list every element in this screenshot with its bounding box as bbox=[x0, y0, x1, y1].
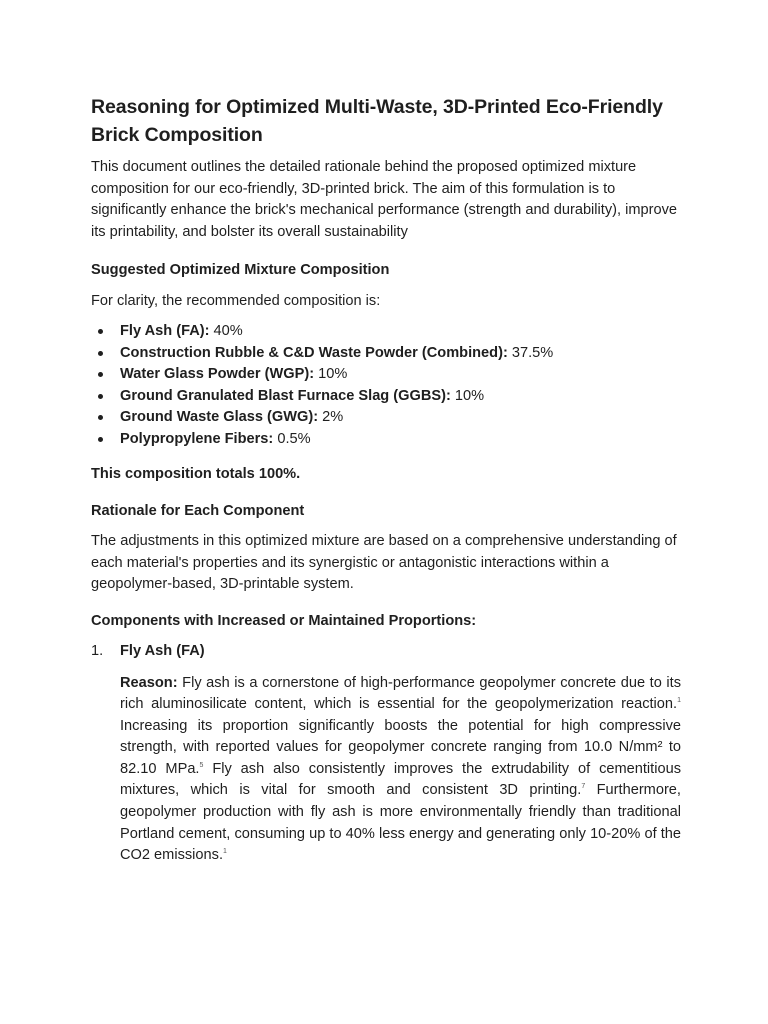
component-title: Fly Ash (FA) bbox=[120, 643, 205, 659]
composition-total: This composition totals 100%. bbox=[91, 466, 301, 482]
components-list bbox=[91, 641, 681, 867]
clarity-paragraph: For clarity, the recommended composition is: bbox=[91, 292, 381, 309]
rationale-heading: Rationale for Each Component bbox=[91, 502, 305, 519]
reason-text: Increasing its proportion significantly boosts the potential for high compressive strength, with reported values for geopolymer concrete ranging from 10.0 N/mm² to 82.10 MPa. bbox=[120, 717, 681, 777]
reason-text: Furthermore, geopolymer production with fly ash is more environmentally friendly than traditional Portland cement, consuming up to 40% less energy and generating only 10-20% of the CO2 emissions. bbox=[120, 782, 681, 864]
composition-value: 37.5% bbox=[511, 344, 554, 361]
composition-item bbox=[91, 364, 681, 386]
composition-value: 40% bbox=[213, 323, 243, 339]
composition-label: Fly Ash (FA): bbox=[120, 323, 210, 339]
bullet-dot bbox=[98, 372, 103, 377]
rationale-paragraph: The adjustments in this optimized mixture are based on a comprehensive understanding of each material's properties and its synergistic or antagonistic interactions within a geopolymer-based, 3D-printable system. bbox=[91, 533, 677, 592]
composition-value: 10% bbox=[318, 366, 348, 382]
composition-item bbox=[91, 321, 681, 343]
reason-label: Reason: bbox=[120, 674, 178, 691]
composition-label: Polypropylene Fibers: bbox=[120, 430, 274, 447]
reason-text: Fly ash also consistently improves the extrudability of cementitious mixtures, which is vital for smooth and consistent 3D printing. bbox=[120, 760, 681, 799]
reason-text: Fly ash is a cornerstone of high-performance geopolymer concrete due to its rich aluminosilicate content, which is essential for the geopolymerization reaction. bbox=[120, 674, 681, 713]
composition-list bbox=[91, 321, 681, 450]
citation-ref[interactable]: 1 bbox=[677, 697, 681, 705]
composition-item bbox=[91, 343, 681, 365]
component-item bbox=[91, 641, 681, 867]
composition-value: 0.5% bbox=[277, 430, 311, 447]
composition-label: Ground Waste Glass (GWG): bbox=[120, 409, 319, 425]
citation-ref[interactable]: 1 bbox=[223, 848, 227, 856]
composition-value: 2% bbox=[322, 409, 344, 425]
document-title: Reasoning for Optimized Multi-Waste, 3D-Printed Eco-Friendly Brick Composition bbox=[91, 96, 663, 146]
composition-label: Water Glass Powder (WGP): bbox=[120, 366, 315, 382]
composition-item bbox=[91, 407, 681, 429]
composition-label: Ground Granulated Blast Furnace Slag (GGBS): bbox=[120, 387, 451, 404]
citation-ref[interactable]: 5 bbox=[199, 761, 204, 769]
citation-ref[interactable]: 7 bbox=[581, 783, 586, 791]
bullet-dot bbox=[98, 329, 103, 334]
list-number: 1. bbox=[91, 643, 104, 659]
components-heading: Components with Increased or Maintained Proportions: bbox=[91, 612, 477, 629]
composition-label: Construction Rubble & C&D Waste Powder (Combined): bbox=[120, 344, 508, 361]
intro-paragraph: This document outlines the detailed rationale behind the proposed optimized mixture composition for our eco-friendly, 3D-printed brick. The aim of this formulation is to significantly enhance the brick's mechanical performance (strength and durability), improve its printability, and bolster its overall sustainability bbox=[91, 159, 678, 240]
bullet-dot bbox=[98, 351, 103, 356]
document-page bbox=[91, 93, 681, 867]
component-reason bbox=[120, 673, 681, 867]
bullet-dot bbox=[98, 415, 103, 420]
composition-item bbox=[91, 429, 681, 451]
composition-value: 10% bbox=[454, 387, 485, 404]
bullet-dot bbox=[98, 437, 103, 442]
suggested-composition-heading: Suggested Optimized Mixture Composition bbox=[91, 262, 390, 278]
bullet-dot bbox=[98, 394, 103, 399]
composition-item bbox=[91, 386, 681, 408]
